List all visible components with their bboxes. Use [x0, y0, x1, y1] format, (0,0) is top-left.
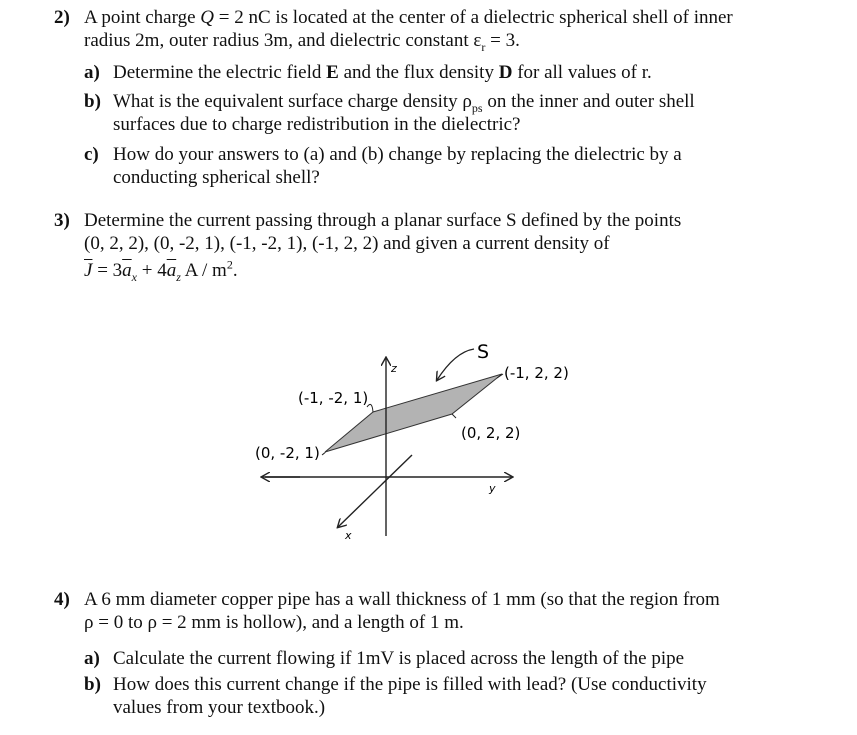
- leader-line: [322, 452, 325, 455]
- subscript: ps: [471, 100, 483, 115]
- symbol-j: $\overline{J}$: [84, 260, 93, 281]
- label-z: z: [391, 362, 397, 375]
- point-label-m1-2-2: (-1, 2, 2): [504, 364, 569, 382]
- text: + 4: [136, 260, 167, 281]
- text: and the flux density: [338, 62, 499, 83]
- part-c-label: c): [84, 144, 99, 165]
- text: .: [232, 260, 238, 281]
- question-3-number: 3): [54, 210, 70, 231]
- point-label-0-2-2: (0, 2, 2): [461, 424, 521, 442]
- question-2b-line-2: surfaces due to charge redistribution in the dielectric?: [113, 114, 521, 135]
- question-2c-line-1: How do your answers to (a) and (b) change by replacing the dielectric by a: [113, 144, 682, 165]
- subscript: r: [481, 39, 486, 54]
- question-4-number: 4): [54, 589, 70, 610]
- question-4a-text: Calculate the current flowing if 1mV is placed across the length of the pipe: [113, 648, 685, 669]
- label-s: S: [477, 341, 490, 363]
- text: for all values of r.: [512, 62, 652, 83]
- text: = 3.: [485, 30, 520, 51]
- part-a-label: a): [84, 62, 100, 83]
- part-a-label: a): [84, 648, 100, 669]
- text: = 3: [92, 260, 123, 281]
- text: on the inner and outer shell: [482, 91, 695, 112]
- point-label-0-m2-1: (0, -2, 1): [255, 444, 320, 462]
- label-y: y: [489, 482, 496, 495]
- question-2c-line-2: conducting spherical shell?: [113, 167, 320, 188]
- part-b-label: b): [84, 674, 101, 695]
- question-4b-line-2: values from your textbook.): [113, 697, 326, 718]
- question-3-line-2: (0, 2, 2), (0, -2, 1), (-1, -2, 1), (-1, 2, 2) and given a current density of: [84, 233, 610, 254]
- text: radius 2m, outer radius 3m, and dielectric constant ε: [84, 30, 482, 51]
- leader-line: [452, 414, 456, 418]
- text: = 2 nC is located at the center of a dielectric spherical shell of inner: [214, 7, 733, 28]
- part-b-label: b): [84, 91, 101, 112]
- label-x: x: [345, 529, 352, 542]
- question-2-number: 2): [54, 7, 70, 28]
- symbol-q: Q: [200, 7, 214, 28]
- x-axis: [338, 455, 412, 527]
- unit-vector: $\overline{a}$: [166, 260, 177, 281]
- text: A point charge: [84, 7, 201, 28]
- text: A / m: [180, 260, 227, 281]
- symbol-e: E: [326, 62, 339, 83]
- question-4-line-1: A 6 mm diameter copper pipe has a wall thickness of 1 mm (so that the region from: [84, 589, 720, 610]
- question-3-line-1: Determine the current passing through a planar surface S defined by the points: [84, 210, 682, 231]
- unit-vector: $\overline{a}$: [122, 260, 132, 281]
- subscript: x: [131, 269, 137, 284]
- text: What is the equivalent surface charge density ρ: [113, 91, 472, 112]
- subscript: z: [176, 269, 181, 284]
- question-4-line-2: ρ = 0 to ρ = 2 mm is hollow), and a length of 1 m.: [84, 612, 464, 633]
- symbol-d: D: [498, 62, 513, 83]
- superscript: 2: [226, 257, 233, 272]
- point-label-m1-m2-1: (-1, -2, 1): [298, 389, 369, 407]
- question-4b-line-1: How does this current change if the pipe is filled with lead? (Use conductivity: [113, 674, 707, 695]
- s-pointer-arrow: [437, 349, 474, 380]
- text: Determine the electric field: [113, 62, 327, 83]
